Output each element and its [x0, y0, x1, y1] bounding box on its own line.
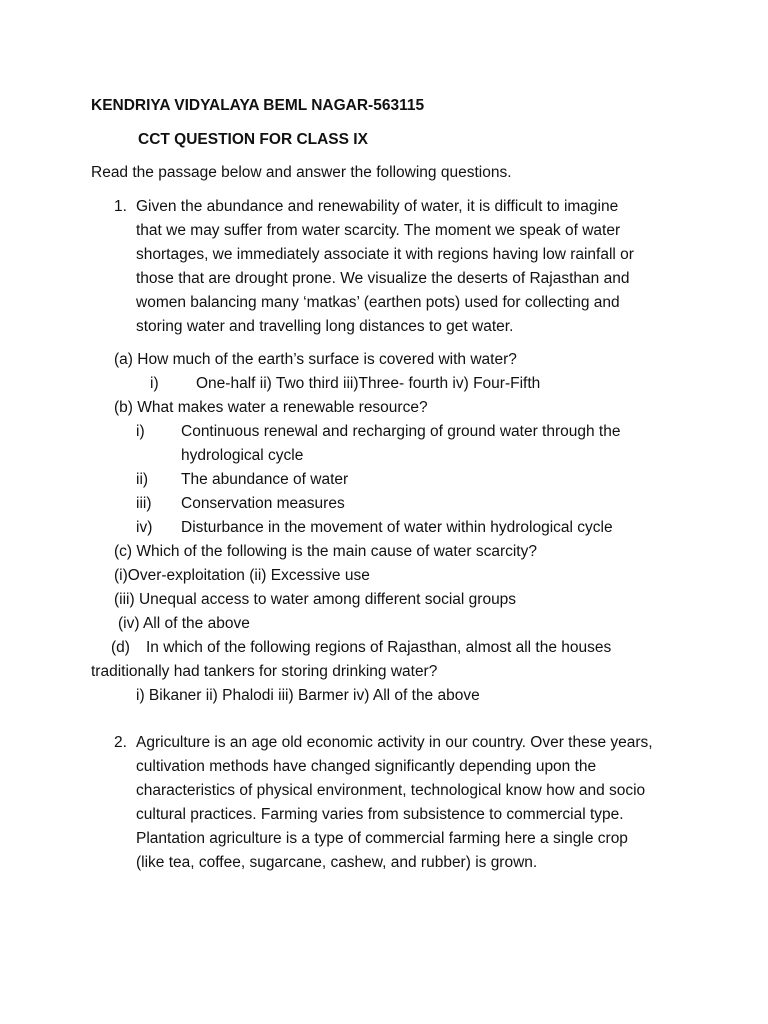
q1b-option-text: Continuous renewal and recharging of ground water through the: [181, 423, 621, 440]
q1-passage-line: shortages, we immediately associate it with regions having low rainfall or: [136, 246, 634, 263]
q1b-option-number: iv): [136, 519, 153, 536]
q1b-option-number: iii): [136, 495, 152, 512]
q1a-options: One-half ii) Two third iii)Three- fourth iv) Four-Fifth: [196, 375, 541, 392]
q2-number: 2.: [114, 734, 127, 751]
q2-passage-line: Agriculture is an age old economic activity in our country. Over these years,: [136, 734, 653, 751]
q2-passage-line: cultivation methods have changed significantly depending upon the: [136, 758, 597, 775]
q1d-label: (d): [111, 639, 130, 656]
q1b-question: (b) What makes water a renewable resource?: [114, 399, 428, 416]
q2-passage-line: Plantation agriculture is a type of commercial farming here a single crop: [136, 830, 628, 847]
q1-passage-line: that we may suffer from water scarcity. The moment we speak of water: [136, 222, 621, 239]
q1c-question: (c) Which of the following is the main cause of water scarcity?: [114, 543, 537, 560]
q1a-option-number: i): [150, 375, 159, 392]
q1b-option-number: i): [136, 423, 145, 440]
q1c-option-line: (iv) All of the above: [118, 615, 250, 632]
q2-passage-line: (like tea, coffee, sugarcane, cashew, and rubber) is grown.: [136, 854, 538, 871]
q1b-option-text: hydrological cycle: [181, 447, 304, 464]
q1d-options: i) Bikaner ii) Phalodi iii) Barmer iv) All of the above: [136, 687, 480, 704]
q2-passage-line: characteristics of physical environment, technological know how and socio: [136, 782, 646, 799]
q1-passage-line: women balancing many ‘matkas’ (earthen pots) used for collecting and: [136, 294, 620, 311]
q1b-option-text: The abundance of water: [181, 471, 349, 488]
q1b-option-text: Disturbance in the movement of water within hydrological cycle: [181, 519, 613, 536]
q1d-question: In which of the following regions of Rajasthan, almost all the houses: [146, 639, 612, 656]
q1c-option-line: (iii) Unequal access to water among different social groups: [114, 591, 517, 608]
class-heading: CCT QUESTION FOR CLASS IX: [138, 131, 368, 148]
q1b-option-text: Conservation measures: [181, 495, 345, 512]
q1c-option-line: (i)Over-exploitation (ii) Excessive use: [114, 567, 370, 584]
q1d-question-continued: traditionally had tankers for storing drinking water?: [91, 663, 438, 680]
school-heading: KENDRIYA VIDYALAYA BEML NAGAR-563115: [91, 97, 425, 114]
q1-passage-line: storing water and travelling long distances to get water.: [136, 318, 514, 335]
q1b-option-number: ii): [136, 471, 149, 488]
q1-number: 1.: [114, 198, 127, 215]
q1a-question: (a) How much of the earth’s surface is covered with water?: [114, 351, 517, 368]
q1-passage-line: Given the abundance and renewability of water, it is difficult to imagine: [136, 198, 619, 215]
instruction-text: Read the passage below and answer the following questions.: [91, 164, 512, 181]
q1-passage-line: those that are drought prone. We visualize the deserts of Rajasthan and: [136, 270, 630, 287]
q2-passage-line: cultural practices. Farming varies from subsistence to commercial type.: [136, 806, 624, 823]
